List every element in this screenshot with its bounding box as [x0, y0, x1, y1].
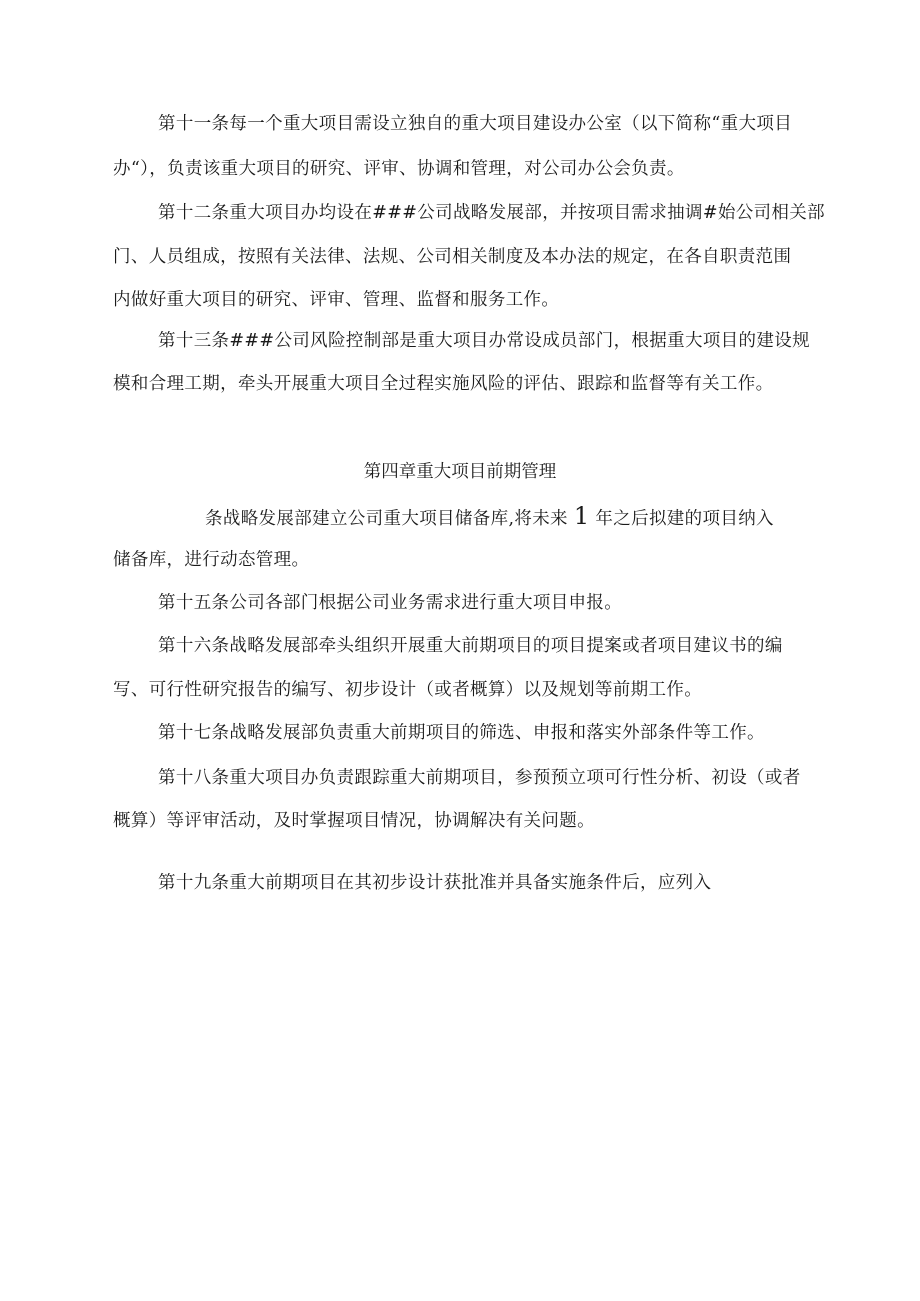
- article-14-line-1: [205, 504, 825, 531]
- article-18-line-1: 第十八条重大项目办负责跟踪重大前期项目，参预预立项可行性分析、初设（或者: [158, 768, 801, 788]
- article-11-line-2: 办“），负责该重大项目的研究、评审、协调和管理，对公司办公会负责。: [113, 159, 685, 179]
- article-14-line-2: 储备库，进行动态管理。: [113, 550, 310, 570]
- article-14-year-number: 1: [573, 504, 590, 530]
- chapter-4-title: 第四章重大项目前期管理: [363, 462, 557, 482]
- article-11-line-1: 第十一条每一个重大项目需设立独自的重大项目建设办公室（以下简称“重大项目: [158, 114, 793, 134]
- article-13-line-1: 第十三条###公司风险控制部是重大项目办常设成员部门，根据重大项目的建设规: [158, 331, 810, 351]
- article-18-line-2: 概算）等评审活动，及时掌握项目情况，协调解决有关问题。: [113, 811, 595, 831]
- article-12-line-3: 内做好重大项目的研究、评审、管理、监督和服务工作。: [113, 290, 560, 310]
- article-12-line-1: 第十二条重大项目办均设在###公司战略发展部，并按项目需求抽调#始公司相关部: [158, 203, 825, 223]
- article-16-line-2: 写、可行性研究报告的编写、初步设计（或者概算）以及规划等前期工作。: [113, 680, 703, 700]
- article-14-line-1-text-b: 年之后拟建的项目纳入: [595, 509, 774, 529]
- article-17-line-1: 第十七条战略发展部负责重大前期项目的筛选、申报和落实外部条件等工作。: [158, 723, 765, 743]
- article-16-line-1: 第十六条战略发展部牵头组织开展重大前期项目的项目提案或者项目建议书的编: [158, 636, 783, 656]
- article-12-line-2: 门、人员组成，按照有关法律、法规、公司相关制度及本办法的规定，在各自职责范围: [113, 247, 792, 267]
- article-13-line-2: 模和合理工期，牵头开展重大项目全过程实施风险的评估、跟踪和监督等有关工作。: [113, 374, 774, 394]
- article-14-line-1-text-a: 条战略发展部建立公司重大项目储备库,将未来: [205, 509, 568, 529]
- article-15-line-1: 第十五条公司各部门根据公司业务需求进行重大项目申报。: [158, 593, 623, 613]
- article-19-line-1: 第十九条重大前期项目在其初步设计获批准并具备实施条件后，应列入: [158, 873, 712, 893]
